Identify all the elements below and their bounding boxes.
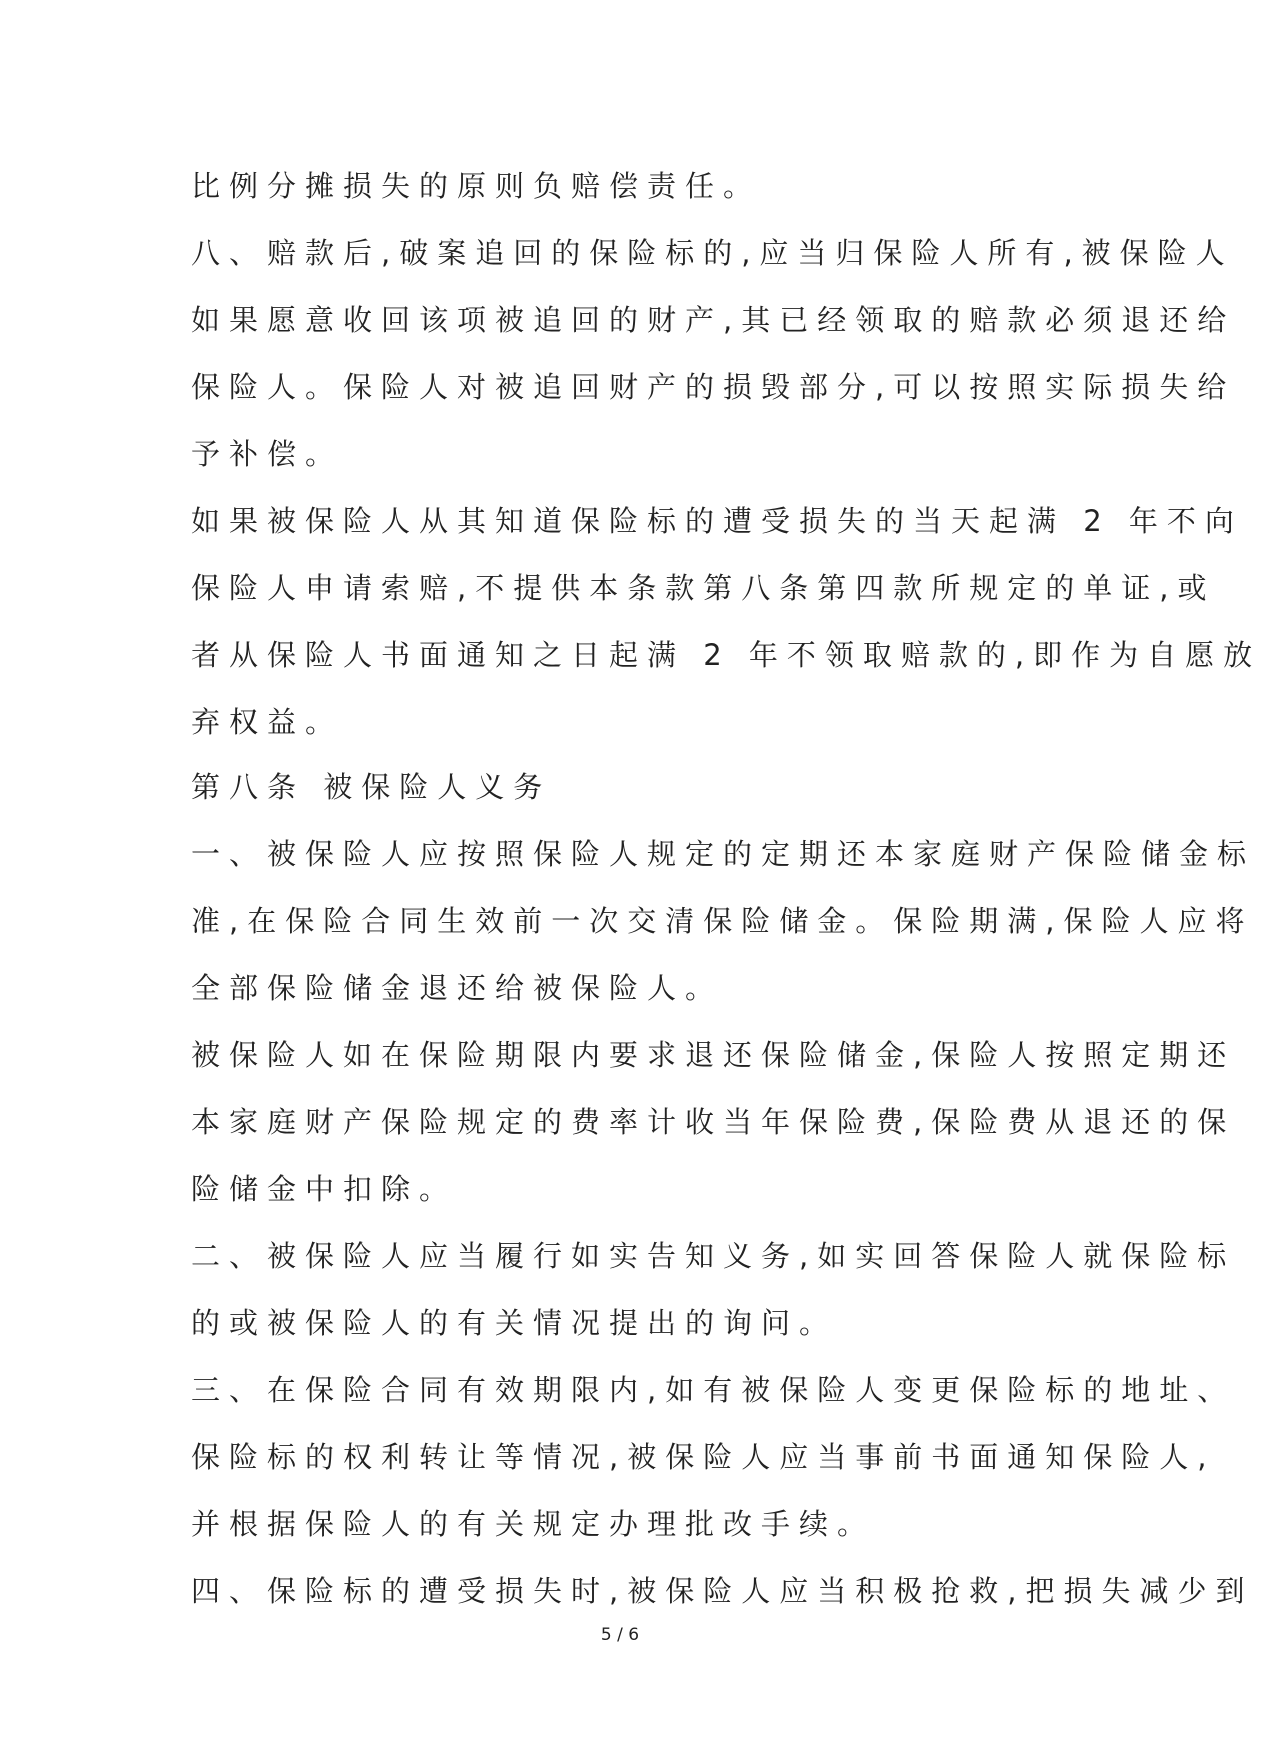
section-heading: 第八条 被保险人义务 xyxy=(191,770,552,804)
text-line: 保险标的权利转让等情况,被保险人应当事前书面通知保险人, xyxy=(191,1440,1216,1474)
text-line: 并根据保险人的有关规定办理批改手续。 xyxy=(191,1507,876,1541)
page-number: 5 / 6 xyxy=(600,1625,640,1645)
text-line: 八、赔款后,破案追回的保险标的,应当归保险人所有,被保险人 xyxy=(191,236,1234,270)
text-line: 四、保险标的遭受损失时,被保险人应当积极抢救,把损失减少到 xyxy=(191,1574,1254,1608)
text-line: 保险人申请索赔,不提供本条款第八条第四款所规定的单证,或 xyxy=(191,571,1216,605)
text-line: 保险人。保险人对被追回财产的损毁部分,可以按照实际损失给 xyxy=(191,370,1236,404)
text-line: 如果被保险人从其知道保险标的遭受损失的当天起满 2 年不向 xyxy=(191,504,1243,538)
text-line: 比例分摊损失的原则负赔偿责任。 xyxy=(191,169,762,203)
text-line: 全部保险储金退还给被保险人。 xyxy=(191,971,724,1005)
text-line: 如果愿意收回该项被追回的财产,其已经领取的赔款必须退还给 xyxy=(191,303,1236,337)
text-line: 被保险人如在保险期限内要求退还保险储金,保险人按照定期还 xyxy=(191,1038,1236,1072)
text-line: 予补偿。 xyxy=(191,437,344,471)
text-line: 准,在保险合同生效前一次交清保险储金。保险期满,保险人应将 xyxy=(191,904,1254,938)
text-line: 的或被保险人的有关情况提出的询问。 xyxy=(191,1306,838,1340)
text-line: 一、被保险人应按照保险人规定的定期还本家庭财产保险储金标 xyxy=(191,837,1256,871)
text-line: 弃权益。 xyxy=(191,705,344,739)
text-line: 三、在保险合同有效期限内,如有被保险人变更保险标的地址、 xyxy=(191,1373,1236,1407)
text-line: 本家庭财产保险规定的费率计收当年保险费,保险费从退还的保 xyxy=(191,1105,1236,1139)
text-line: 者从保险人书面通知之日起满 2 年不领取赔款的,即作为自愿放 xyxy=(191,638,1261,672)
text-line: 二、被保险人应当履行如实告知义务,如实回答保险人就保险标 xyxy=(191,1239,1236,1273)
text-line: 险储金中扣除。 xyxy=(191,1172,458,1206)
